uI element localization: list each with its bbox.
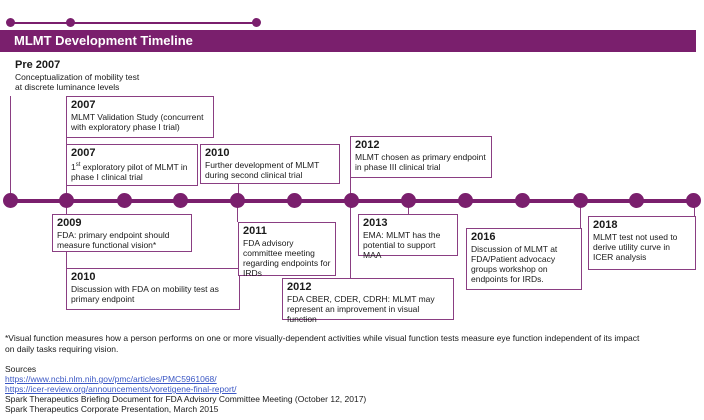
source-reference: Spark Therapeutics Briefing Document for FDA Advisory Committee Meeting (October 12, 2017) bbox=[5, 394, 367, 404]
source-link[interactable]: https://icer-review.org/announcements/voretigene-final-report/ bbox=[5, 384, 237, 394]
event-year: 2010 bbox=[205, 147, 230, 159]
event-year: 2012 bbox=[355, 139, 380, 151]
event-cber-2012 bbox=[282, 278, 454, 324]
event-year: 2007 bbox=[71, 147, 96, 159]
event-year: Pre 2007 bbox=[15, 59, 61, 71]
header-dot bbox=[6, 18, 15, 27]
timeline-node bbox=[515, 193, 530, 208]
event-text: EMA: MLMT has the potential to support MAA bbox=[363, 230, 441, 260]
header-accent-line bbox=[10, 22, 260, 24]
event-year: 2012 bbox=[287, 281, 312, 293]
timeline-node bbox=[173, 193, 188, 208]
timeline-node bbox=[629, 193, 644, 208]
timeline-node bbox=[3, 193, 18, 208]
event-text: FDA CBER, CDER, CDRH: MLMT may represent an improvement in visual function bbox=[287, 294, 435, 324]
header-dot bbox=[66, 18, 75, 27]
event-workshop-2016 bbox=[466, 228, 582, 290]
event-text: Conceptualization of mobility test at discrete luminance levels bbox=[15, 72, 140, 92]
event-year: 2009 bbox=[57, 217, 82, 229]
source-link[interactable]: https://www.ncbi.nlm.nih.gov/pmc/articles/PMC5961068/ bbox=[5, 374, 217, 384]
connector-line bbox=[350, 202, 351, 278]
event-text: MLMT Validation Study (concurrent with exploratory phase I trial) bbox=[71, 112, 204, 132]
source-reference: Spark Therapeutics Corporate Presentation, March 2015 bbox=[5, 404, 219, 414]
event-text: Discussion of MLMT at FDA/Patient advocacy groups workshop on endpoints for IRDs. bbox=[471, 244, 558, 284]
event-text: MLMT chosen as primary endpoint in phase III clinical trial bbox=[355, 152, 486, 172]
event-text: MLMT test not used to derive utility curve in ICER analysis bbox=[593, 232, 678, 262]
timeline-node bbox=[458, 193, 473, 208]
event-text: 1st exploratory pilot of MLMT in phase I clinical trial bbox=[71, 161, 188, 182]
timeline-node bbox=[344, 193, 359, 208]
sources-heading: Sources bbox=[5, 364, 37, 374]
sources bbox=[5, 364, 366, 414]
timeline-node bbox=[230, 193, 245, 208]
event-year: 2013 bbox=[363, 217, 388, 229]
event-year: 2018 bbox=[593, 219, 618, 231]
event-ema-2013 bbox=[358, 214, 458, 260]
event-pre2007 bbox=[10, 56, 170, 96]
event-primary-endpoint-2012 bbox=[350, 136, 492, 178]
event-discussion-2010 bbox=[66, 268, 240, 310]
event-year: 2007 bbox=[71, 99, 96, 111]
event-text: Discussion with FDA on mobility test as primary endpoint bbox=[71, 284, 219, 304]
timeline-node bbox=[287, 193, 302, 208]
timeline-node bbox=[59, 193, 74, 208]
event-development-2010 bbox=[200, 144, 340, 184]
event-year: 2010 bbox=[71, 271, 96, 283]
timeline-node bbox=[117, 193, 132, 208]
event-text: Further development of MLMT during second clinical trial bbox=[205, 160, 320, 180]
event-fda-2009 bbox=[52, 214, 192, 252]
event-year: 2011 bbox=[243, 225, 267, 237]
event-validation-2007 bbox=[66, 96, 214, 138]
event-advisory-2011 bbox=[238, 222, 336, 276]
header-dot bbox=[252, 18, 261, 27]
timeline-node bbox=[401, 193, 416, 208]
footnote: *Visual function measures how a person performs on one or more visually-dependent activities while visual function tests measure eye function independent of its impact on daily tasks requiring vision. bbox=[5, 333, 640, 354]
event-icer-2018 bbox=[588, 216, 696, 270]
timeline-node bbox=[686, 193, 701, 208]
timeline-title: MLMT Development Timeline bbox=[0, 30, 696, 52]
timeline-node bbox=[573, 193, 588, 208]
event-pilot-2007 bbox=[66, 144, 198, 186]
event-text: FDA advisory committee meeting regarding endpoints for IRDs bbox=[243, 238, 331, 278]
event-year: 2016 bbox=[471, 231, 496, 243]
event-text: FDA: primary endpoint should measure functional vision* bbox=[57, 230, 170, 250]
